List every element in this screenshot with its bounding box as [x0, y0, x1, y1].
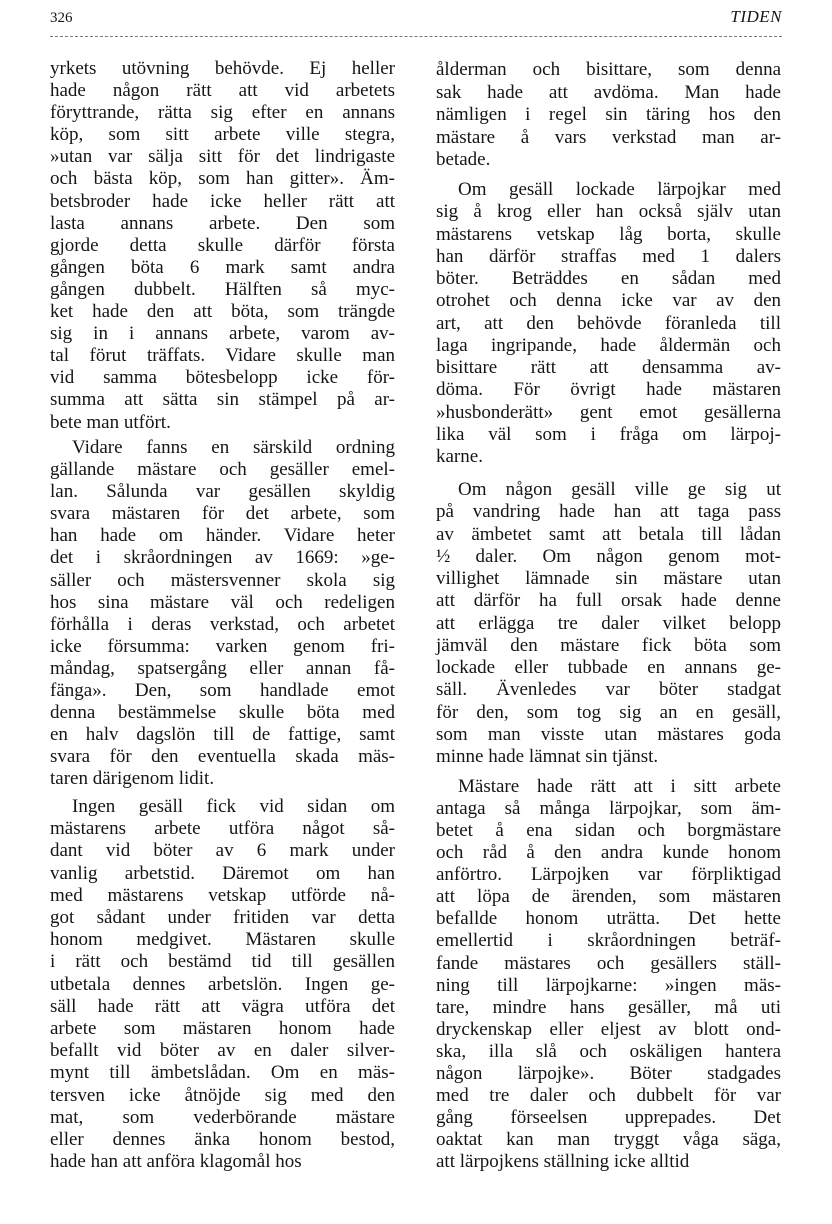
text-line: fänga». Den, som handlade emot [50, 680, 395, 702]
text-line: art, att den behövde föranleda till [436, 312, 781, 334]
text-line: att erlägga tre daler vilket belopp [436, 612, 781, 634]
text-line: otrohet och denna icke var av den [436, 290, 781, 312]
text-line: icke försumma: varken genom fri- [50, 635, 395, 657]
text-line: vid samma bötesbelopp icke för- [50, 367, 395, 389]
text-line: befallt vid böter av en daler silver- [50, 1040, 395, 1062]
text-line: denna bestämmelse skulle böta med [50, 702, 395, 724]
text-line: han hade om händer. Vidare heter [50, 525, 395, 547]
text-line: tal förut träffats. Vidare skulle man [50, 345, 395, 367]
text-line: mästarens vetskap låg borta, skulle [436, 223, 781, 245]
text-line: Ingen gesäll fick vid sidan om [72, 796, 395, 817]
text-line: svara för den eventuella skada mäs- [50, 746, 395, 768]
text-line: Vidare fanns en särskild ordning [72, 437, 395, 458]
text-line: minne hade lämnat sin tjänst. [436, 746, 659, 767]
text-line: på vandring hade han att taga pass [436, 501, 781, 523]
text-line: tare, mindre hans gesäller, må uti [436, 996, 781, 1018]
text-line: taren därigenom lidit. [50, 768, 215, 790]
text-line: Mästare hade rätt att i sitt arbete [458, 776, 781, 797]
text-line: lockade eller tubbade en annans ge- [436, 657, 781, 678]
text-line: vanlig arbetstid. Däremot om han [50, 862, 395, 884]
text-line: med mästarens vetskap utförde nå- [50, 884, 395, 906]
text-line: ålderman och bisittare, som denna [436, 59, 781, 80]
text-line: ska, illa slå och oskäligen hantera [436, 1040, 781, 1062]
text-line: antaga så många lärpojkar, som äm- [436, 798, 781, 820]
text-line: anförtro. Lärpojken var förpliktigad [436, 864, 781, 886]
text-line: och bästa köp, som han gitter». Äm- [50, 168, 395, 190]
left-column-paragraph [50, 437, 395, 791]
text-line: Om någon gesäll ville ge sig ut [458, 479, 781, 500]
running-title: TIDEN [730, 7, 782, 26]
text-line: hade någon rätt att vid arbetets [50, 80, 395, 102]
text-line: laga ingripande, hade åldermän och [436, 334, 781, 356]
text-line: honom medgivet. Mästaren skulle [50, 929, 395, 951]
text-line: befallde honom uträtta. Det hette [436, 908, 781, 930]
text-line: nämligen i regel sin täring hos den [436, 104, 781, 125]
text-line: mästare å vars verkstad man ar- [436, 126, 781, 148]
text-line: ket hade den att böta, som trängde [50, 301, 395, 323]
text-line: hade han att anföra klagomål hos [50, 1151, 302, 1173]
text-line: oaktat kan man tryggt våga säga, [436, 1129, 781, 1150]
text-line: och råd å den andra kunde honom [436, 842, 781, 864]
text-line: eller dennes änka honom bestod, [50, 1129, 395, 1151]
text-line: bete man utfört. [50, 411, 171, 433]
right-column-paragraph [436, 179, 781, 468]
text-line: lika väl som i fråga om lärpoj- [436, 423, 781, 445]
text-line: förhålla i deras verkstad, och arbetet [50, 613, 395, 635]
text-line: hos sina mästare väl och redeligen [50, 591, 395, 613]
text-line: av ämbetet samt att betala till lådan [436, 523, 781, 545]
text-line: betade. [436, 149, 491, 170]
text-line: bisittare rätt att densamma av- [436, 357, 781, 378]
text-line: dryckenskap eller eljest av blott ond- [436, 1018, 781, 1040]
text-line: gången dubbelt. Hälften så myc- [50, 278, 395, 300]
text-line: att därför ha full orsak hade denne [436, 590, 781, 612]
text-line: yrkets utövning behövde. Ej heller [50, 58, 395, 79]
text-line: det i skråordningen av 1669: »ge- [50, 547, 395, 569]
text-line: säll hade rätt att vägra utföra det [50, 995, 395, 1017]
text-line: lan. Sålunda var gesällen skyldig [50, 481, 395, 503]
text-line: fande mästares och gesällers ställ- [436, 952, 781, 974]
text-line: karne. [436, 446, 483, 467]
text-line: sig in i annans arbete, varom av- [50, 323, 395, 345]
text-line: mästarens arbete utföra något så- [50, 818, 395, 840]
text-line: »husbonderätt» gent emot gesällerna [436, 401, 781, 423]
text-line: arbete som mästaren honom hade [50, 1018, 395, 1040]
text-line: mynt till ämbetslådan. Om en mäs- [50, 1062, 395, 1084]
text-line: gjorde detta skulle därför första [50, 234, 395, 256]
text-line: emellertid i skråordningen beträf- [436, 930, 781, 952]
text-line: utbetala dennes arbetslön. Ingen ge- [50, 973, 395, 995]
text-line: betsbroder hade icke heller rätt att [50, 190, 395, 212]
text-line: med tre daler och dubbelt för var [436, 1084, 781, 1106]
text-line: »utan var sälja sitt för det lindrigaste [50, 146, 395, 168]
left-column-paragraph [50, 796, 395, 1173]
text-line: i rätt och bestämd tid till gesällen [50, 951, 395, 973]
text-line: sak hade att avdöma. Man hade [436, 81, 781, 103]
text-line: mat, som vederbörande mästare [50, 1106, 395, 1128]
text-line: dant vid böter av 6 mark under [50, 840, 395, 862]
text-line: gången böta 6 mark samt andra [50, 256, 395, 278]
text-line: att löpa de ärenden, som mästaren [436, 886, 781, 908]
right-column-paragraph [436, 776, 781, 1173]
text-line: tersven icke åtnöjde sig med den [50, 1084, 395, 1106]
text-line: böter. Beträddes en sådan med [436, 268, 781, 289]
text-line: köp, som sitt arbete ville stegra, [50, 124, 395, 146]
page-number: 326 [50, 10, 73, 26]
text-line: säller och mästersvenner skola sig [50, 569, 395, 591]
text-line: lasta annans arbete. Den som [50, 212, 395, 234]
text-line: säll. Ävenledes var böter stadgat [436, 679, 781, 701]
text-line: sig å krog eller han också själv utan [436, 201, 781, 223]
text-line: gällande mästare och gesäller emel- [50, 459, 395, 481]
text-line: jämväl den mästare fick böta som [436, 634, 781, 656]
text-line: föryttrande, rätta sig efter en annans [50, 102, 395, 124]
text-line: måndag, spatsergång eller annan få- [50, 657, 395, 679]
left-column-paragraph [50, 58, 395, 434]
text-line: han därför straffas med 1 dalers [436, 245, 781, 267]
text-line: någon lärpojke». Böter stadgades [436, 1062, 781, 1084]
right-column-paragraph [436, 479, 781, 768]
text-line: ning till lärpojkarne: »ingen mäs- [436, 974, 781, 996]
text-line: betet å ena sidan och borgmästare [436, 820, 781, 842]
text-line: ½ daler. Om någon genom mot- [436, 545, 781, 567]
text-line: got sådant under fritiden var detta [50, 907, 395, 929]
text-line: Om gesäll lockade lärpojkar med [458, 179, 781, 200]
right-column-paragraph [436, 59, 781, 172]
text-line: villighet lämnade sin mästare utan [436, 568, 781, 589]
text-line: som man visste utan mästares goda [436, 723, 781, 745]
text-line: svara mästaren för det arbete, som [50, 503, 395, 525]
text-line: gång förseelsen upprepades. Det [436, 1106, 781, 1128]
text-line: summa att sätta sin stämpel på ar- [50, 389, 395, 411]
text-line: för den, som tog sig an en gesäll, [436, 701, 781, 723]
text-line: en halv dagslön till de fattige, samt [50, 724, 395, 746]
header-rule [50, 36, 782, 37]
text-line: döma. För övrigt hade mästaren [436, 379, 781, 401]
text-line: att lärpojkens ställning icke alltid [436, 1151, 690, 1173]
